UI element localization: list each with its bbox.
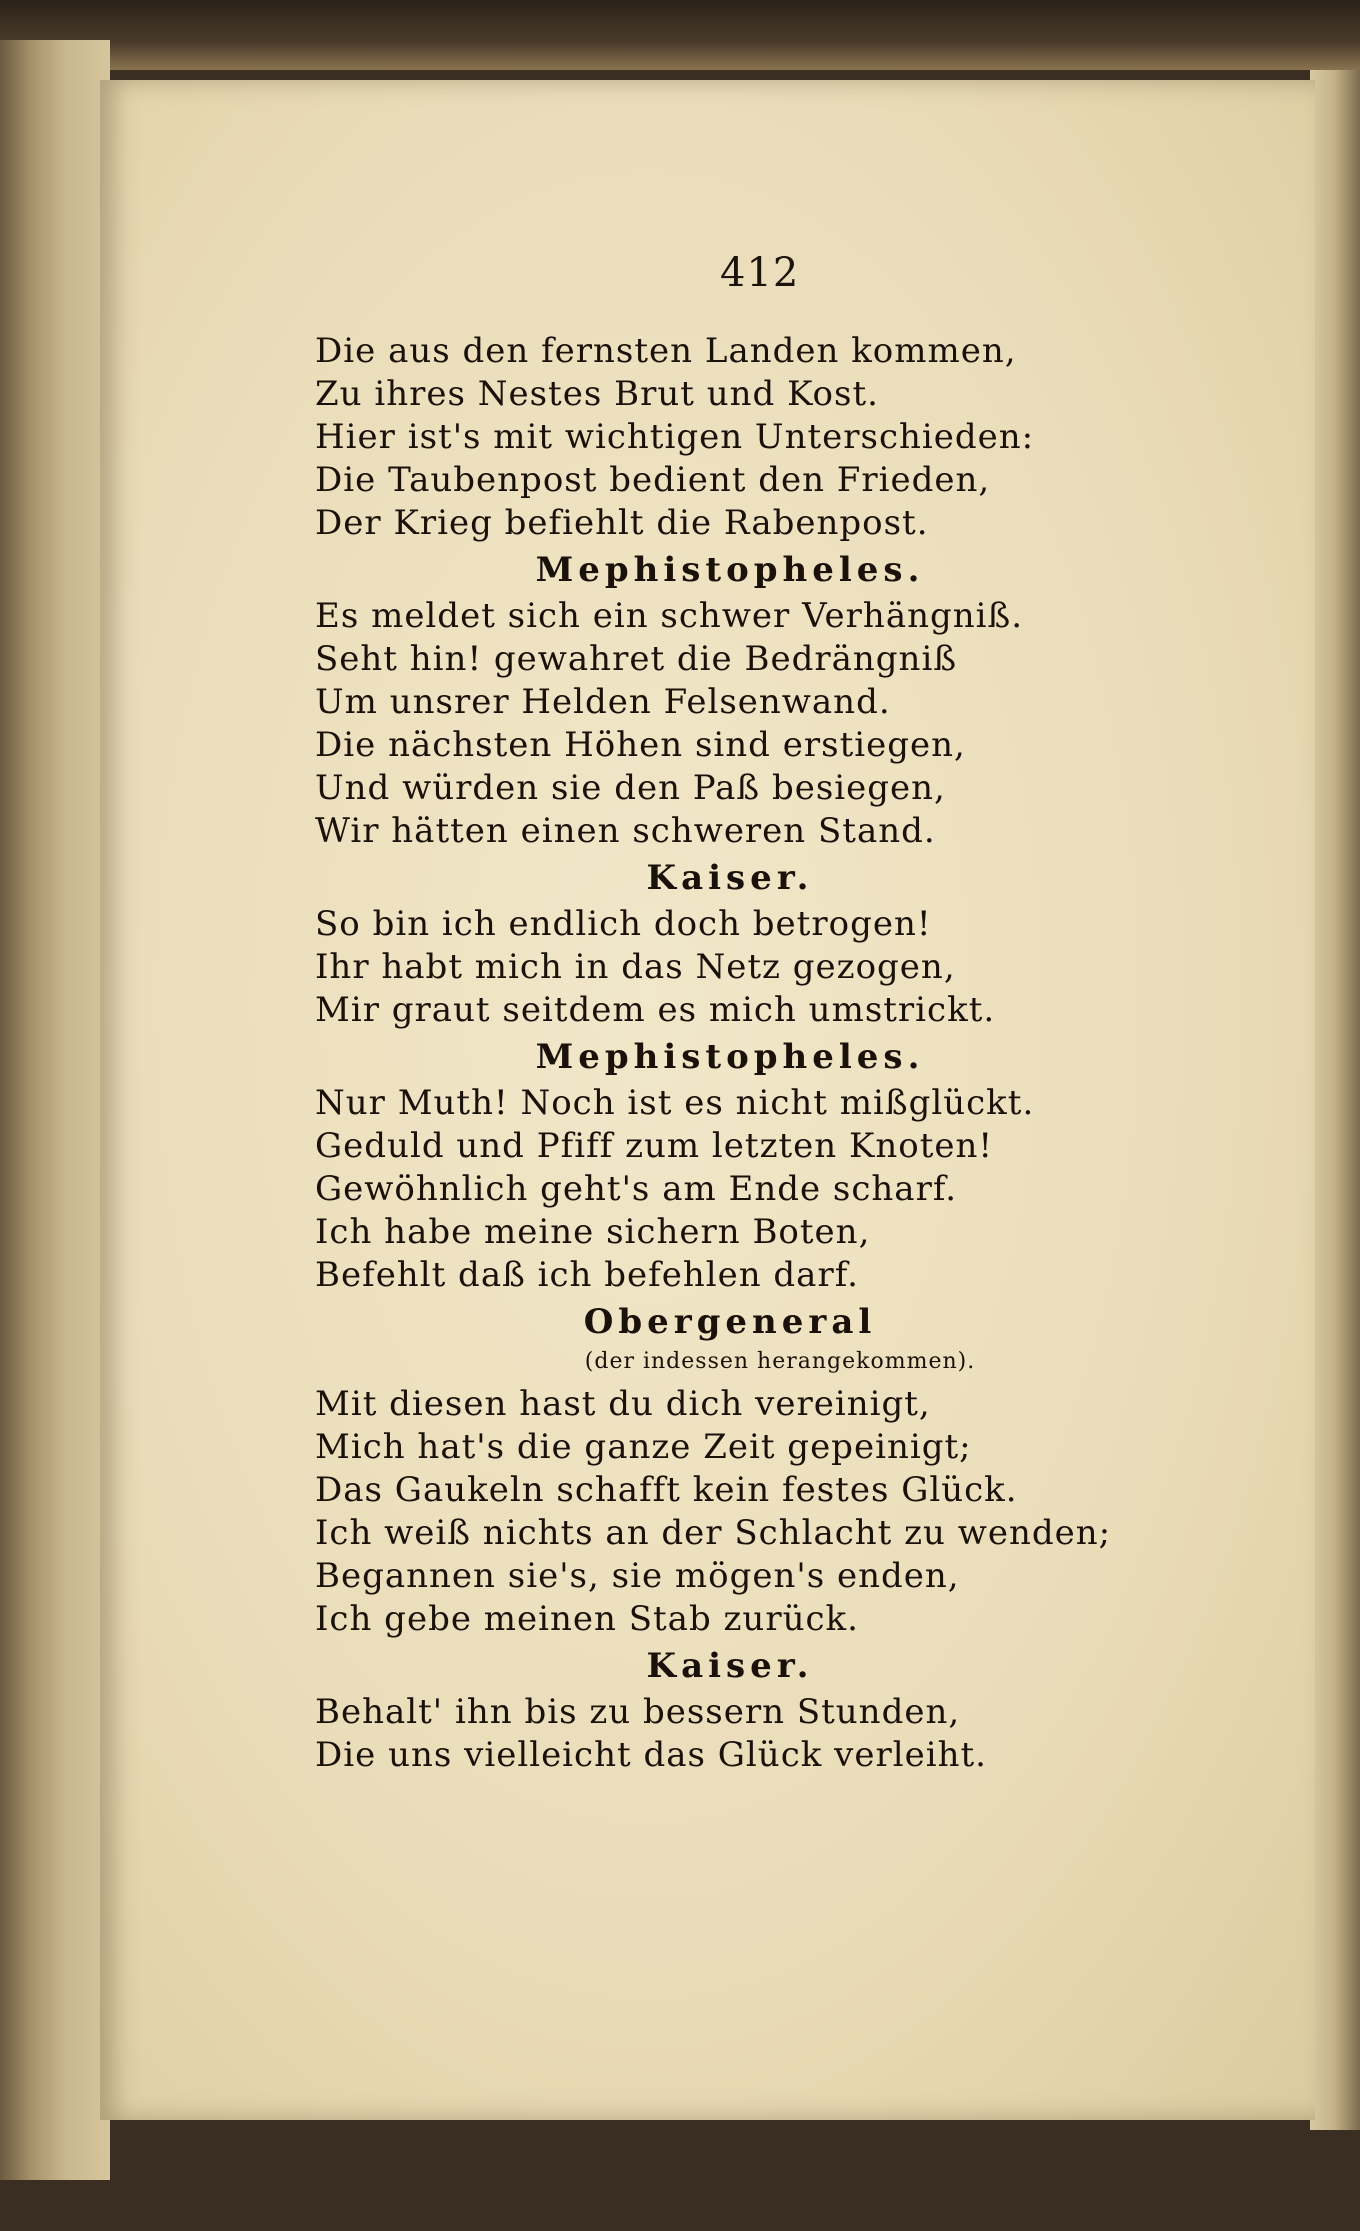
- verse-line: Begannen sie's, sie mögen's enden,: [315, 1556, 960, 1596]
- verse-line: Zu ihres Nestes Brut und Kost.: [315, 374, 879, 414]
- verse-line: Es meldet sich ein schwer Verhängniß.: [315, 596, 1024, 636]
- book-cover-top: [0, 0, 1360, 70]
- verse-line: Und würden sie den Paß besiegen,: [315, 768, 946, 808]
- speaker-name: Mephistopheles.: [535, 1037, 925, 1077]
- verse-line: Der Krieg befiehlt die Rabenpost.: [315, 503, 929, 543]
- verse-line: Hier ist's mit wichtigen Unterschieden:: [315, 417, 1035, 457]
- verse-line: Mich hat's die ganze Zeit gepeinigt;: [315, 1427, 972, 1467]
- speaker-name: Kaiser.: [646, 858, 814, 898]
- page-number: 412: [720, 250, 800, 296]
- page-edges-right: [1310, 70, 1360, 2130]
- verse-line: Ich weiß nichts an der Schlacht zu wenden;: [315, 1513, 1112, 1553]
- speaker-name: Obergeneral: [583, 1302, 877, 1342]
- verse-line: Geduld und Pfiff zum letzten Knoten!: [315, 1126, 994, 1166]
- verse-text: [315, 330, 1112, 1777]
- verse-line: Das Gaukeln schafft kein festes Glück.: [315, 1470, 1018, 1510]
- page-edges-left: [0, 40, 110, 2180]
- verse-line: So bin ich endlich doch betrogen!: [315, 904, 932, 944]
- verse-line: Ich habe meine sichern Boten,: [315, 1212, 871, 1252]
- verse-line: Seht hin! gewahret die Bedrängniß: [315, 639, 958, 679]
- verse-line: Die uns vielleicht das Glück verleiht.: [315, 1735, 987, 1775]
- verse-line: Mir graut seitdem es mich umstrickt.: [315, 990, 996, 1030]
- verse-line: Die Taubenpost bedient den Frieden,: [315, 460, 991, 500]
- verse-line: Befehlt daß ich befehlen darf.: [315, 1255, 859, 1295]
- verse-line: Wir hätten einen schweren Stand.: [315, 811, 936, 851]
- speaker-name: Kaiser.: [646, 1646, 814, 1686]
- verse-line: Gewöhnlich geht's am Ende scharf.: [315, 1169, 958, 1209]
- verse-line: Die nächsten Höhen sind erstiegen,: [315, 725, 966, 765]
- verse-line: Nur Muth! Noch ist es nicht mißglückt.: [315, 1083, 1035, 1123]
- verse-line: Behalt' ihn bis zu bessern Stunden,: [315, 1692, 961, 1732]
- stage-direction: (der indessen herangekommen).: [584, 1349, 976, 1374]
- speaker-name: Mephistopheles.: [535, 550, 925, 590]
- verse-line: Ich gebe meinen Stab zurück.: [315, 1599, 859, 1639]
- verse-line: Mit diesen hast du dich vereinigt,: [315, 1384, 931, 1424]
- verse-line: Die aus den fernsten Landen kommen,: [315, 331, 1017, 371]
- verse-line: Ihr habt mich in das Netz gezogen,: [315, 947, 956, 987]
- verse-line: Um unsrer Helden Felsenwand.: [315, 682, 891, 722]
